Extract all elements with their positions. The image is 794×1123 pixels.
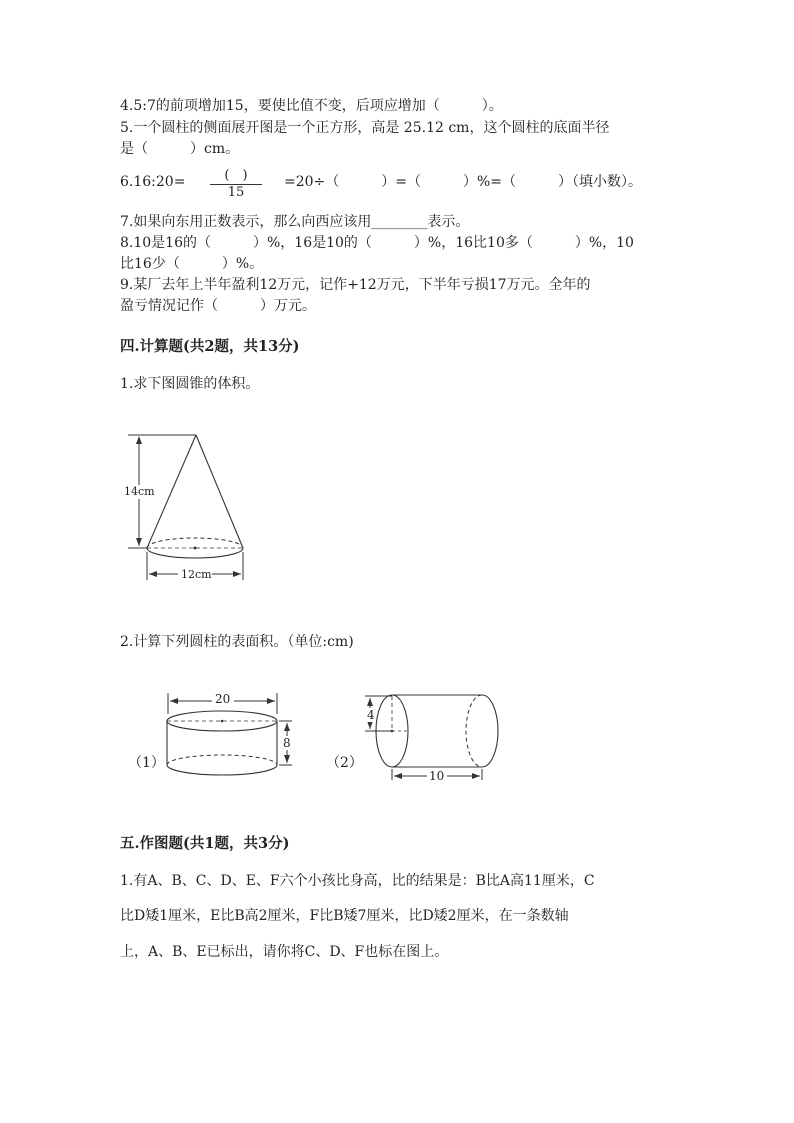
section-4-title: 四.计算题(共2题，共13分) [120,338,300,355]
fraction-numerator: ( ) [224,168,248,183]
question-9-line1: 9.某厂去年上半年盈利12万元，记作+12万元，下半年亏损17万元。全年的 [120,277,591,293]
cone-height-label: 14cm [124,485,155,498]
question-6-prefix: 6.16:20= [120,174,186,190]
section-5-line3: 上，A、B、E已标出，请你将C、D、F也标在图上。 [120,944,449,960]
question-8-line1: 8.10是16的（ ）%，16是10的（ ）%，16比10多（ ）%，10 [120,235,634,251]
section-4-question-1: 1.求下图圆锥的体积。 [120,376,260,392]
section-5-line1: 1.有A、B、C、D、E、F六个小孩比身高，比的结果是：B比A高11厘米，C [120,873,595,889]
section-5-line2: 比D矮1厘米，E比B高2厘米，F比B矮7厘米，比D矮2厘米，在一条数轴 [120,908,569,924]
question-4: 4.5:7的前项增加15，要使比值不变，后项应增加（ ）。 [120,98,503,114]
cylinder-2-side-label: 4 [367,708,375,722]
question-5-line1: 5.一个圆柱的侧面展开图是一个正方形，高是 25.12 cm，这个圆柱的底面半径 [120,120,610,136]
section-4-question-2: 2.计算下列圆柱的表面积。（单位:cm) [120,634,354,650]
question-6-suffix: =20÷（ ）=（ ）%=（ ）（填小数）。 [284,174,643,190]
question-8-line2: 比16少（ ）%。 [120,256,264,272]
question-7: 7.如果向东用正数表示，那么向西应该用________表示。 [120,214,470,230]
cone-base-label: 12cm [181,568,212,581]
cylinder-2-label: （2） [326,755,363,771]
fraction-denominator: 15 [227,185,245,200]
cylinder-1-label: （1） [128,755,165,771]
cylinder-1-top-label: 20 [215,692,231,706]
question-5-line2: 是（ ）cm。 [120,141,240,157]
section-5-title: 五.作图题(共1题，共3分) [120,835,290,852]
cylinder-1-side-label: 8 [283,736,291,750]
cylinder-2-bottom-label: 10 [429,769,445,783]
question-9-line2: 盈亏情况记作（ ）万元。 [120,298,316,314]
